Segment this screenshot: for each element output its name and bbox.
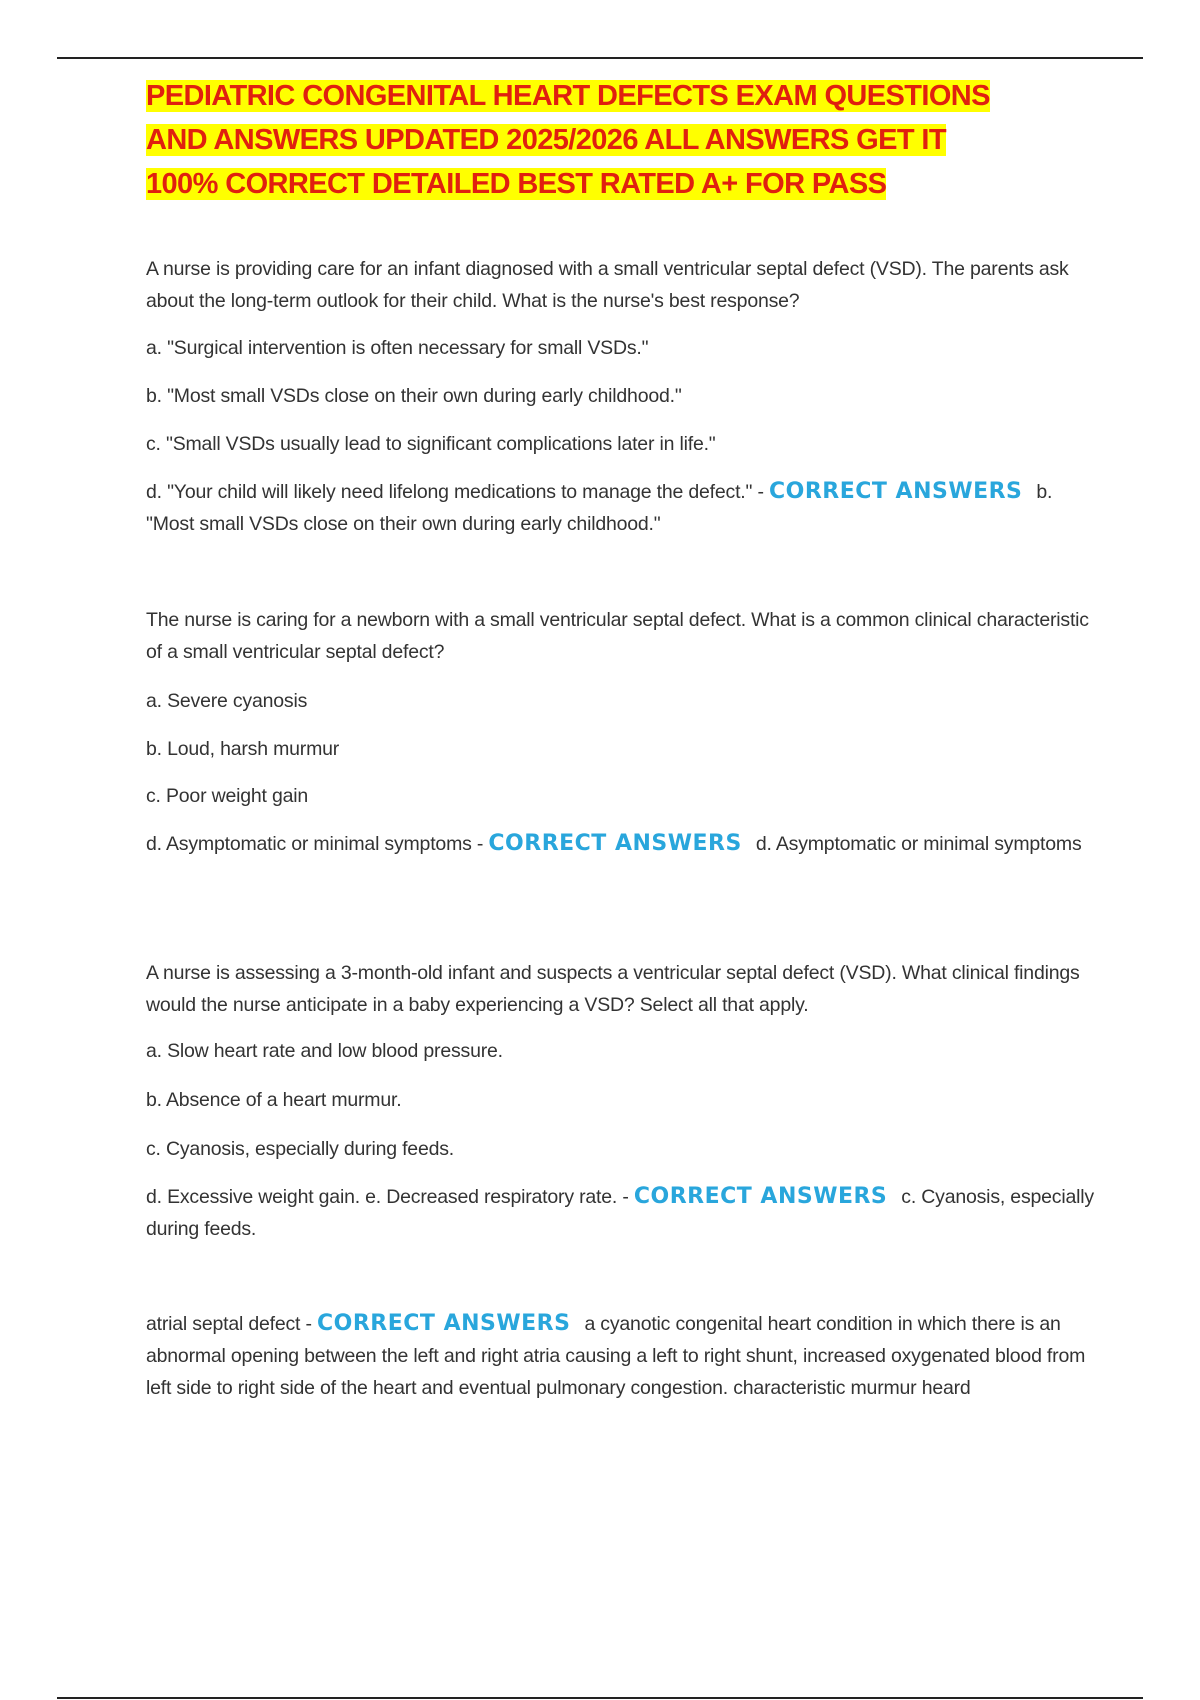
term: atrial septal defect - <box>146 1313 317 1335</box>
correct-answers-label: CORRECT ANSWERS <box>488 831 742 856</box>
question-2-answer: d. Asymptomatic or minimal symptoms <box>755 833 1082 855</box>
title-line: PEDIATRIC CONGENITAL HEART DEFECTS EXAM QUESTIONS <box>146 80 990 112</box>
question-3-text: A nurse is assessing a 3-month-old infant and suspects a ventricular septal defect (VSD). What clinical findings would the nurse anticipate in a baby experiencing a VSD? Select all that apply. <box>146 962 1080 1016</box>
question-1-option-a: a. "Surgical intervention is often necessary for small VSDs." <box>146 337 649 359</box>
question-1-option-c: c. "Small VSDs usually lead to significant complications later in life." <box>146 433 716 455</box>
question-2-option-b: b. Loud, harsh murmur <box>146 738 340 760</box>
term-atrial-septal-defect-block <box>146 1308 1096 1404</box>
question-2-text: The nurse is caring for a newborn with a small ventricular septal defect. What is a common clinical characteristic of a small ventricular septal defect? <box>146 609 1089 663</box>
question-1-answer-block <box>146 476 1096 540</box>
question-2-option-d: d. Asymptomatic or minimal symptoms - <box>146 833 489 855</box>
correct-answers-label: CORRECT ANSWERS <box>633 1184 888 1209</box>
question-1-answer: b. "Most small VSDs close on their own during early childhood." <box>146 481 1053 535</box>
bottom-rule <box>57 1697 1143 1699</box>
question-1-option-b: b. "Most small VSDs close on their own during early childhood." <box>146 385 682 407</box>
term-definition: a cyanotic congenital heart condition in which there is an abnormal opening between the left and right atria causing a left to right shunt, increased oxygenated blood from left side to right side of the heart and eventual pulmonary congestion. characteristic murmur heard <box>146 1313 1086 1399</box>
title-line: AND ANSWERS UPDATED 2025/2026 ALL ANSWERS GET IT <box>146 124 946 156</box>
question-3-option-b: b. Absence of a heart murmur. <box>146 1089 402 1111</box>
correct-answers-label: CORRECT ANSWERS <box>317 1311 571 1336</box>
question-2-option-a: a. Severe cyanosis <box>146 690 308 712</box>
question-1-text: A nurse is providing care for an infant diagnosed with a small ventricular septal defect (VSD). The parents ask about the long-term outlook for their child. What is the nurse's best response? <box>146 258 1069 312</box>
document-title <box>146 74 1066 206</box>
question-2-answer-block <box>146 828 1096 860</box>
question-3-answer: c. Cyanosis, especially during feeds. <box>146 1186 1094 1240</box>
question-3-option-a: a. Slow heart rate and low blood pressure. <box>146 1040 503 1062</box>
question-3-option-d-e: d. Excessive weight gain. e. Decreased respiratory rate. - <box>146 1186 634 1208</box>
question-2-option-c: c. Poor weight gain <box>146 785 309 807</box>
top-rule <box>57 57 1143 59</box>
correct-answers-label: CORRECT ANSWERS <box>768 479 1023 504</box>
question-3-answer-block <box>146 1181 1096 1245</box>
title-line: 100% CORRECT DETAILED BEST RATED A+ FOR PASS <box>146 168 887 200</box>
question-1-option-d: d. "Your child will likely need lifelong medications to manage the defect." - <box>146 481 769 503</box>
question-3-option-c: c. Cyanosis, especially during feeds. <box>146 1138 455 1160</box>
